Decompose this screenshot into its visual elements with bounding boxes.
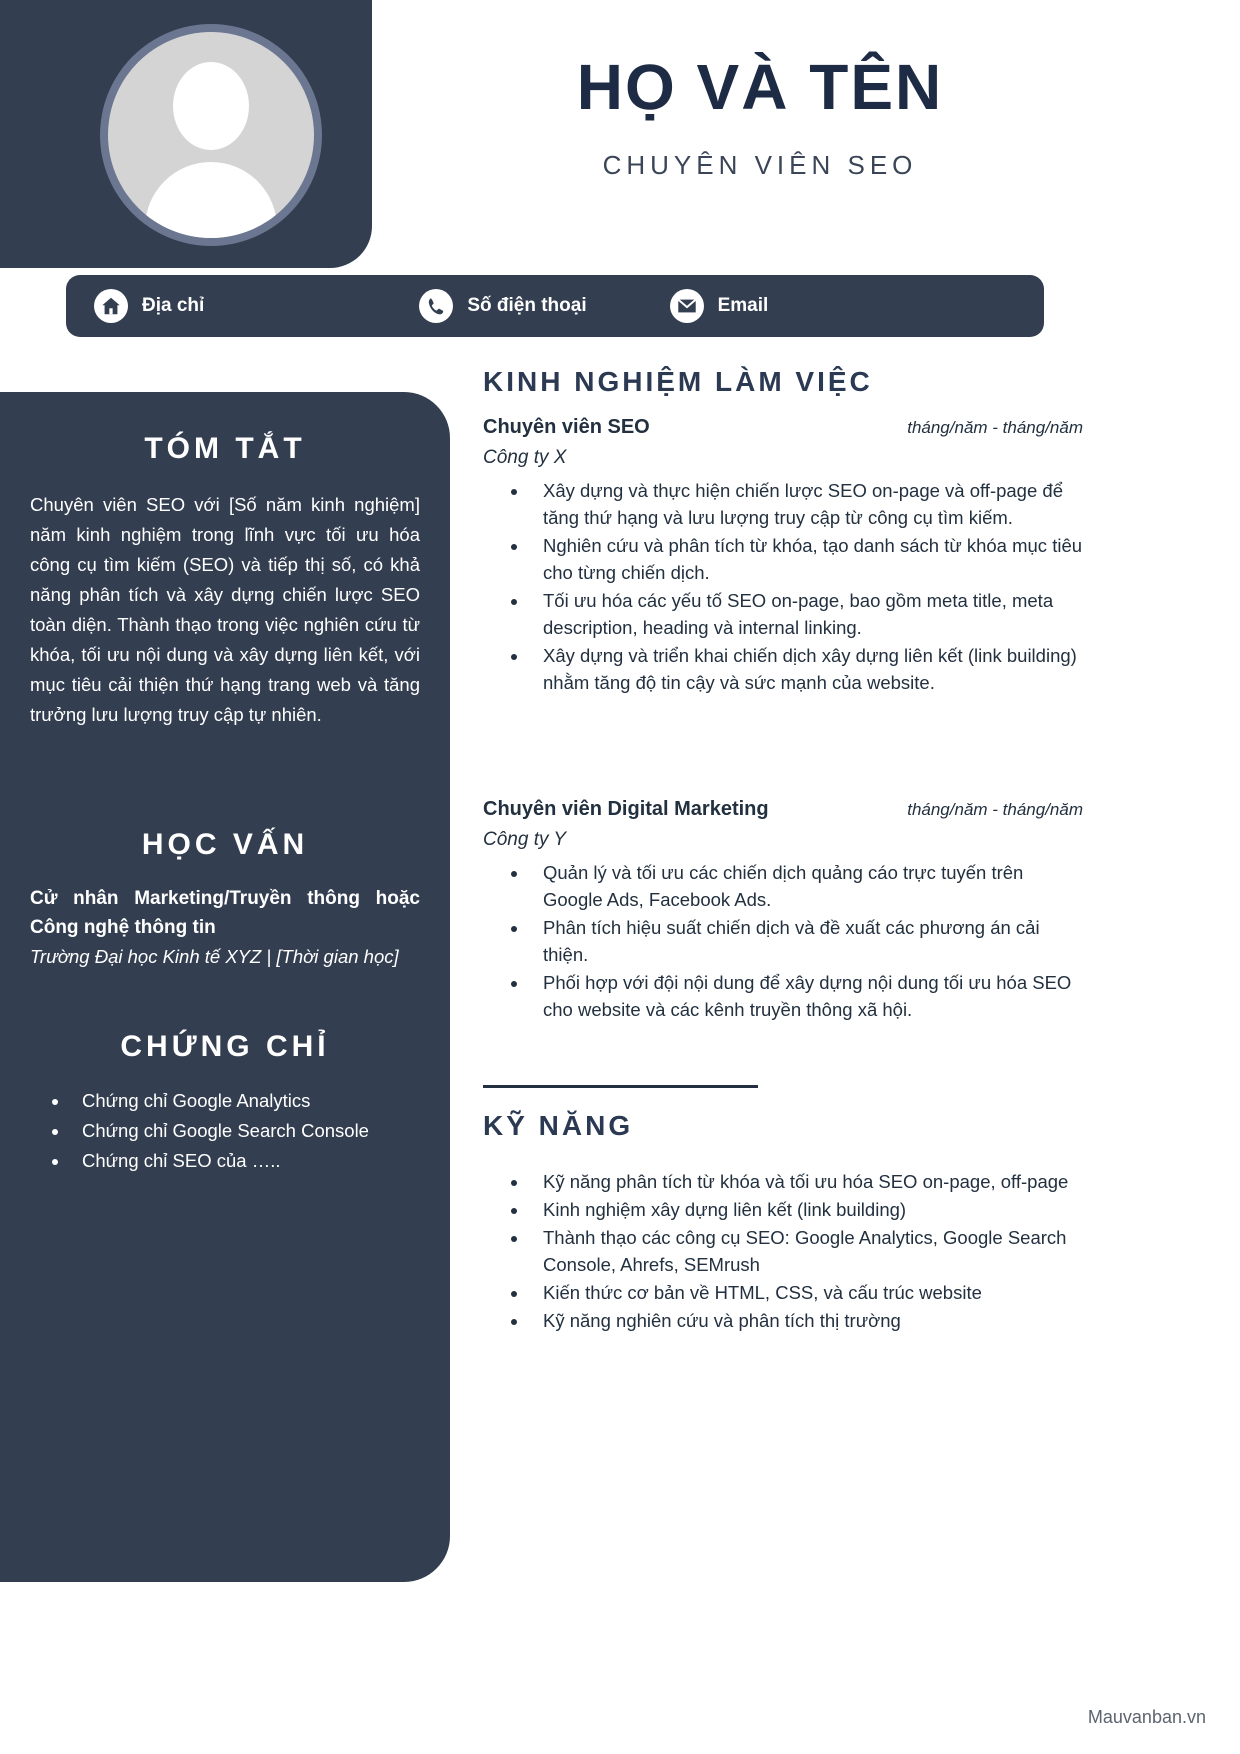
list-item: • Chứng chỉ Google Search Console — [70, 1116, 420, 1146]
list-item: • Tối ưu hóa các yếu tố SEO on-page, bao gồm meta title, meta description, heading và internal linking. — [529, 587, 1083, 641]
experience-entry — [483, 416, 1083, 696]
person-placeholder-icon — [108, 32, 314, 238]
section-heading-skills: KỸ NĂNG — [483, 1110, 634, 1141]
list-item: • Kiến thức cơ bản về HTML, CSS, và cấu trúc website — [529, 1279, 1083, 1306]
list-item: • Kỹ năng nghiên cứu và phân tích thị trường — [529, 1307, 1083, 1334]
experience-bullet-list — [483, 859, 1083, 1023]
contact-label-email: Email — [717, 295, 769, 316]
watermark: Mauvanban.vn — [1087, 1707, 1206, 1727]
summary-text: Chuyên viên SEO với [Số năm kinh nghiệm] năm kinh nghiệm trong lĩnh vực tối ưu hóa công cụ tìm kiếm (SEO) và tiếp thị số, có khả năng phân tích và xây dựng chiến lược SEO toàn diện. Thành thạo trong việc nghiên cứu từ khóa, tối ưu nội dung và xây dựng liên kết, với mục tiêu cải thiện thứ hạng trang web và tăng trưởng lưu lượng truy cập tự nhiên. — [30, 494, 420, 725]
experience-entry-header — [483, 416, 1083, 439]
experience-entry-header — [483, 798, 1083, 821]
experience-bullet-list — [483, 477, 1083, 696]
list-item: • Chứng chỉ Google Analytics — [70, 1086, 420, 1116]
list-item: • Xây dựng và triển khai chiến dịch xây dựng liên kết (link building) nhằm tăng độ tin cậy và sức mạnh của website. — [529, 642, 1083, 696]
contact-item-email[interactable] — [670, 289, 769, 323]
list-item: • Xây dựng và thực hiện chiến lược SEO on-page và off-page để tăng thứ hạng và lưu lượng truy cập từ công cụ tìm kiếm. — [529, 477, 1083, 531]
section-heading-experience: KINH NGHIỆM LÀM VIỆC — [483, 366, 873, 397]
certificate-list — [30, 1086, 420, 1176]
contact-item-address[interactable] — [94, 289, 204, 323]
list-item: • Kinh nghiệm xây dựng liên kết (link building) — [529, 1196, 1083, 1223]
experience-position: Chuyên viên Digital Marketing — [483, 798, 769, 820]
list-item: • Kỹ năng phân tích từ khóa và tối ưu hóa SEO on-page, off-page — [529, 1168, 1083, 1195]
avatar — [100, 24, 322, 246]
header — [0, 0, 1240, 268]
experience-date: tháng/năm - tháng/năm — [907, 800, 1083, 819]
skill-list — [483, 1168, 1083, 1334]
contact-item-phone[interactable] — [419, 289, 586, 323]
page-title: HỌ VÀ TÊN — [576, 51, 944, 123]
experience-company: Công ty Y — [483, 829, 567, 850]
sidebar-heading-summary: TÓM TẮT — [144, 432, 306, 465]
phone-icon — [419, 289, 453, 323]
avatar-body-shape — [145, 162, 277, 238]
experience-entry — [483, 798, 1083, 1023]
list-item: • Phân tích hiệu suất chiến dịch và đề xuất các phương án cải thiện. — [529, 914, 1083, 968]
sidebar-heading-education: HỌC VẤN — [141, 827, 309, 861]
header-dark-panel — [0, 0, 372, 268]
list-item: • Phối hợp với đội nội dung để xây dựng nội dung tối ưu hóa SEO cho website và các kênh truyền thông xã hội. — [529, 969, 1083, 1023]
list-item: • Chứng chỉ SEO của ….. — [70, 1146, 420, 1176]
mail-icon — [670, 289, 704, 323]
list-item: • Thành thạo các công cụ SEO: Google Analytics, Google Search Console, Ahrefs, SEMrush — [529, 1224, 1083, 1278]
experience-date: tháng/năm - tháng/năm — [907, 418, 1083, 437]
list-item: • Quản lý và tối ưu các chiến dịch quảng cáo trực tuyến trên Google Ads, Facebook Ads. — [529, 859, 1083, 913]
job-title-subtitle: CHUYÊN VIÊN SEO — [602, 150, 918, 181]
sidebar-heading-certificates: CHỨNG CHỈ — [120, 1030, 330, 1064]
contact-label-address: Địa chỉ — [142, 295, 205, 316]
sidebar — [0, 392, 450, 1582]
main-column — [483, 366, 1083, 1334]
name-block — [380, 52, 1140, 181]
experience-company: Công ty X — [483, 447, 567, 468]
section-divider — [483, 1085, 758, 1088]
experience-position: Chuyên viên SEO — [483, 416, 650, 438]
contact-label-phone: Số điện thoại — [467, 295, 587, 316]
list-item: • Nghiên cứu và phân tích từ khóa, tạo danh sách từ khóa mục tiêu cho từng chiến dịch. — [529, 532, 1083, 586]
home-icon — [94, 289, 128, 323]
education-degree: Cử nhân Marketing/Truyền thông hoặc Công nghệ thông tin — [30, 887, 420, 939]
avatar-head-shape — [173, 62, 249, 150]
contact-bar — [66, 275, 1044, 337]
education-school: Trường Đại học Kinh tế XYZ | [Thời gian học] — [30, 945, 399, 967]
